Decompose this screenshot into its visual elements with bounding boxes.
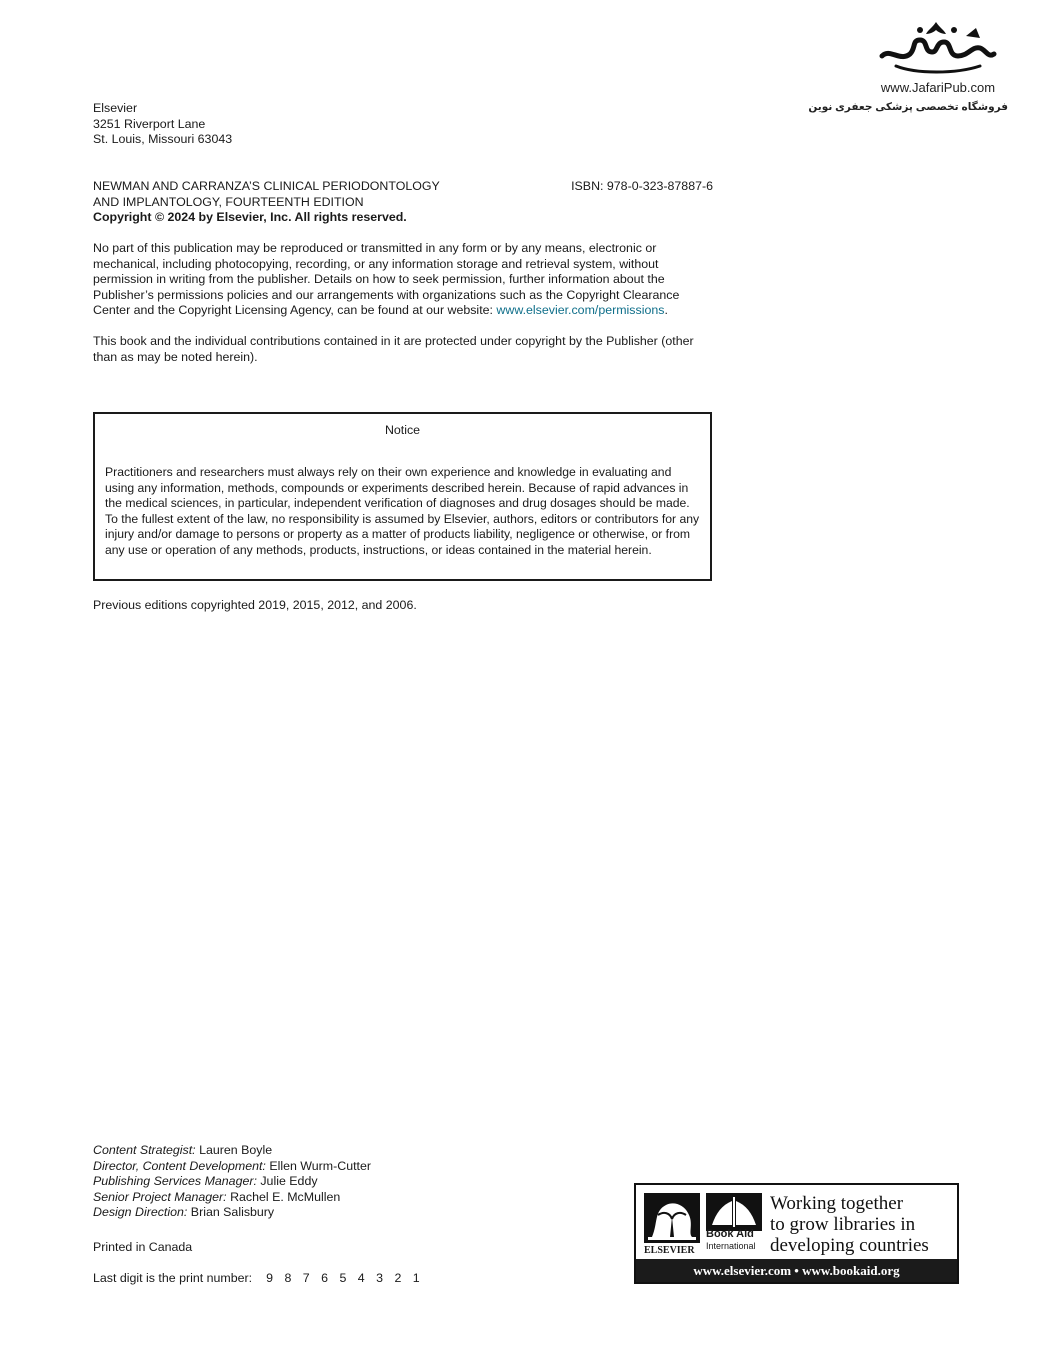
- notice-body: Practitioners and researchers must always rely on their own experience and knowledge in evaluating and using any information, methods, compounds or experiments described herein. Because of rapid advances in the medical sciences, in particular, independent verification of diagnoses and drug dosages should be made. To the fullest extent of the law, no responsibility is assumed by Elsevier, authors, editors or contributors for any injury and/or damage to persons or property as a matter of products liability, negligence or otherwise, or from any use or operation of any methods, products, instructions, or ideas contained in the material herein.: [105, 465, 700, 557]
- bookaid-international-label: International: [706, 1241, 756, 1251]
- printed-in: Printed in Canada: [93, 1240, 193, 1254]
- book-title-block: [93, 179, 713, 226]
- credit-item: [93, 1205, 371, 1221]
- notice-box: [93, 412, 712, 581]
- credit-role: Content Strategist:: [93, 1143, 196, 1157]
- credit-name: Julie Eddy: [256, 1174, 318, 1189]
- book-title-line-1: NEWMAN AND CARRANZA’S CLINICAL PERIODONTOLOGY: [93, 179, 440, 193]
- copyright-line: Copyright © 2024 by Elsevier, Inc. All rights reserved.: [93, 210, 407, 225]
- credit-item: [93, 1190, 371, 1206]
- credit-item: [93, 1159, 371, 1175]
- elsevier-label: ELSEVIER: [644, 1245, 695, 1256]
- rights-text-end: .: [664, 303, 668, 318]
- brand-logo: [808, 18, 1008, 122]
- bookaid-banner-top: [636, 1185, 957, 1263]
- protection-paragraph: This book and the individual contributions contained in it are protected under copyright by the Publisher (other than as may be noted herein).: [93, 334, 694, 364]
- publisher-street: 3251 Riverport Lane: [93, 116, 206, 131]
- brand-tagline: فروشگاه تخصصی پزشکی جعفری نوین: [808, 100, 1008, 113]
- brand-url[interactable]: www.JafariPub.com: [880, 80, 996, 95]
- credit-name: Brian Salisbury: [187, 1205, 275, 1220]
- credit-role: Design Direction:: [93, 1205, 188, 1220]
- calligraphy-logo-icon: [876, 18, 1000, 78]
- isbn: ISBN: 978-0-323-87887-6: [571, 179, 713, 193]
- slogan-line-2: to grow libraries in: [770, 1214, 916, 1235]
- credit-role: Director, Content Development:: [93, 1158, 266, 1173]
- publisher-city: St. Louis, Missouri 63043: [93, 132, 233, 147]
- bookaid-mark-icon: [706, 1193, 762, 1231]
- rights-text: No part of this publication may be reproduced or transmitted in any form or by any means, electronic or mechanical, including photocopying, recording, or any information storage and retrieval system, without permission in writing from the publisher. Details on how to seek permission, further information about the Publisher’s permissions policies and our arrangements with organizations such as the Copyright Clearance Center and the Copyright Licensing Agency, can be found at our website:: [93, 241, 680, 318]
- publisher-address: [93, 101, 232, 148]
- permissions-link[interactable]: www.elsevier.com/permissions: [496, 303, 665, 318]
- notice-title: Notice: [384, 423, 421, 437]
- bookaid-slogan: [770, 1193, 929, 1256]
- slogan-line-1: Working together: [770, 1193, 904, 1214]
- credits-list: [93, 1143, 371, 1221]
- previous-editions: Previous editions copyrighted 2019, 2015, 2012, and 2006.: [93, 598, 417, 612]
- bookaid-banner: [634, 1183, 959, 1284]
- credit-name: Lauren Boyle: [195, 1143, 273, 1157]
- print-number: [93, 1271, 420, 1287]
- rights-paragraph: [93, 241, 713, 319]
- print-number-label: Last digit is the print number:: [93, 1271, 253, 1285]
- credit-name: Rachel E. McMullen: [226, 1189, 341, 1204]
- credit-role: Senior Project Manager:: [93, 1189, 227, 1204]
- credit-role: Publishing Services Manager:: [93, 1174, 257, 1189]
- credit-name: Ellen Wurm-Cutter: [265, 1158, 371, 1173]
- slogan-line-3: developing countries: [770, 1235, 929, 1256]
- publisher-name: Elsevier: [93, 101, 138, 115]
- bookaid-label: Book Aid: [706, 1228, 754, 1240]
- bookaid-footer-links[interactable]: www.elsevier.com • www.bookaid.org: [636, 1259, 957, 1282]
- book-title-line-2: AND IMPLANTOLOGY, FOURTEENTH EDITION: [93, 194, 364, 209]
- credit-item: [93, 1143, 371, 1159]
- print-number-digits: 9 8 7 6 5 4 3 2 1: [266, 1271, 420, 1285]
- credit-item: [93, 1174, 371, 1190]
